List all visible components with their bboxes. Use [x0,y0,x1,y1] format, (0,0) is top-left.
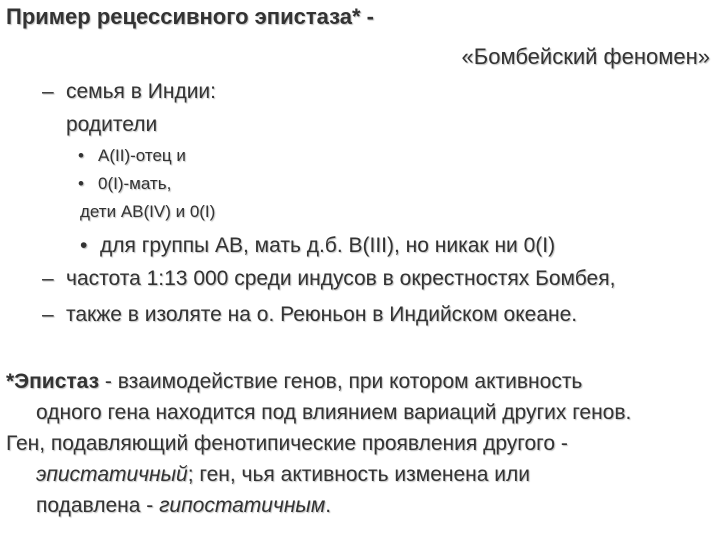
frequency-line: частота 1:13 000 среди индусов в окрестностях Бомбея, [66,267,616,290]
ab-group-note: для группы АВ, мать д.б. В(III), но никак ни 0(I) [100,234,556,257]
dash-marker: – [42,267,54,290]
family-line: семья в Индии: [66,80,216,103]
children-line: дети АВ(IV) и 0(I) [80,202,216,221]
bullet-icon: • [78,146,84,165]
bullet-icon: • [80,234,88,257]
definition-text: ; ген, чья активность изменена или [187,463,530,486]
definition-line-3: Ген, подавляющий фенотипические проявления другого - [6,432,568,455]
mother-item: 0(I)-мать, [98,174,172,193]
definition-text: - взаимодействие генов, при котором активность [99,370,583,393]
parents-label: родители [66,113,158,136]
epistatic-term: эпистатичный [36,463,188,486]
definition-line-2: одного гена находится под влиянием вариаций других генов. [36,401,632,424]
definition-text: подавлена - [36,494,160,517]
definition-line-5 [36,494,331,518]
page-subtitle: «Бомбейский феномен» [461,44,710,69]
father-item: А(II)-отец и [98,146,186,165]
definition-line-4 [36,463,530,487]
page-title: Пример рецессивного эпистаза* - [6,4,375,29]
hypostatic-term: гипостатичным [159,494,326,517]
epistasis-term: *Эпистаз [6,370,100,393]
isolate-line: также в изоляте на о. Реюньон в Индийском океане. [66,303,578,326]
dash-marker: – [42,80,54,103]
definition-line-1 [6,370,582,394]
bullet-icon: • [78,174,84,193]
definition-period: . [325,494,332,517]
dash-marker: – [42,303,54,326]
